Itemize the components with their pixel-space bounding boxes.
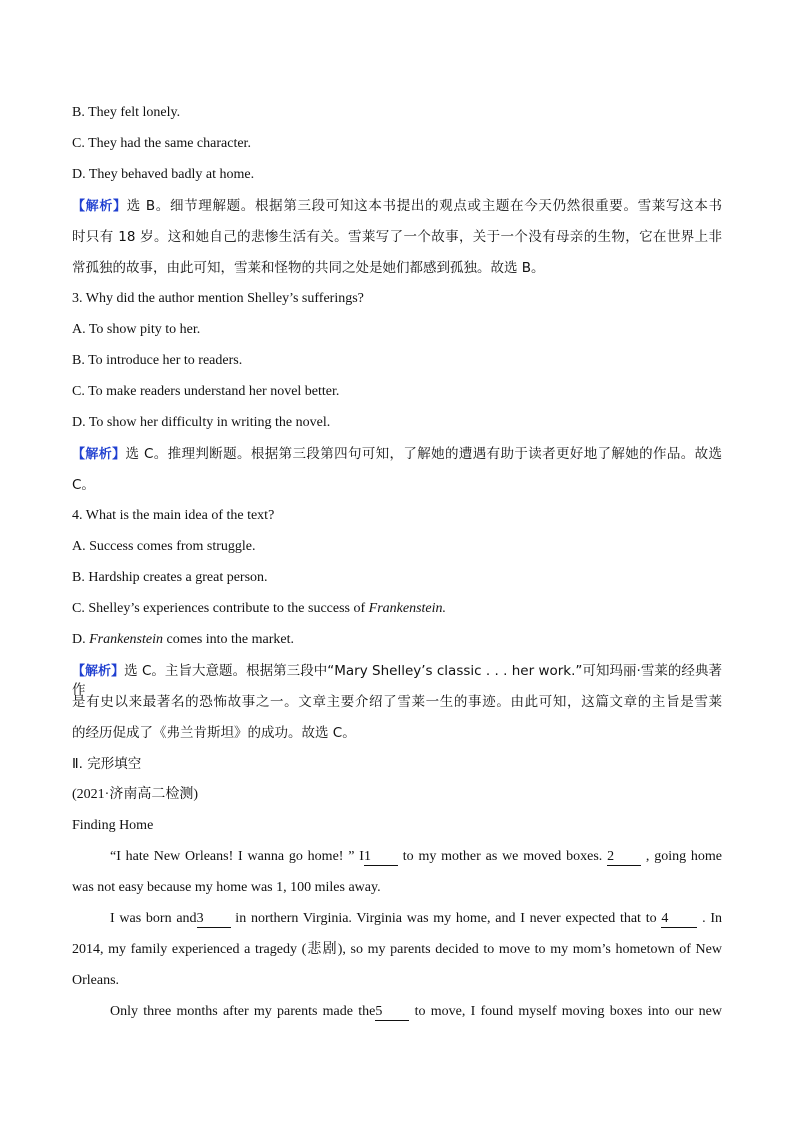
- question-4-stem: 4. What is the main idea of the text?: [72, 508, 275, 523]
- option-b: B. To introduce her to readers.: [72, 353, 243, 368]
- blank-2[interactable]: 2: [607, 849, 641, 866]
- blank-1[interactable]: 1: [364, 849, 398, 866]
- question-3-stem: 3. Why did the author mention Shelley’s sufferings?: [72, 291, 364, 306]
- option-b: B. They felt lonely.: [72, 105, 181, 120]
- option-d: D. Frankenstein comes into the market.: [72, 632, 295, 647]
- analysis-tag: 【解析】: [72, 664, 125, 679]
- source-note: (2021·济南高二检测): [72, 787, 198, 802]
- analysis-tag: 【解析】: [72, 199, 127, 214]
- analysis-4-line-3: 的经历促成了《弗兰肯斯坦》的成功。故选 C。: [72, 725, 356, 741]
- blank-5[interactable]: 5: [375, 1004, 409, 1021]
- analysis-2-line-1: 【解析】选 B。细节理解题。根据第三段可知这本书提出的观点或主题在今天仍然很重要。雪莱写这本书: [72, 198, 722, 214]
- analysis-tag: 【解析】: [72, 447, 126, 462]
- option-c: C. To make readers understand her novel better.: [72, 384, 340, 399]
- blank-4[interactable]: 4: [661, 911, 697, 928]
- option-a: A. To show pity to her.: [72, 322, 201, 337]
- analysis-2-line-2: 时只有 18 岁。这和她自己的悲惨生活有关。雪莱写了一个故事，关于一个没有母亲的生物，它在世界上非: [72, 229, 722, 245]
- analysis-4-line-2: 是有史以来最著名的恐怖故事之一。文章主要介绍了雪莱一生的事迹。由此可知，这篇文章的主旨是雪莱: [72, 694, 722, 710]
- analysis-2-line-3: 常孤独的故事，由此可知，雪莱和怪物的共同之处是她们都感到孤独。故选 B。: [72, 260, 545, 276]
- option-d: D. They behaved badly at home.: [72, 167, 255, 182]
- option-c: C. They had the same character.: [72, 136, 251, 151]
- blank-3[interactable]: 3: [197, 911, 231, 928]
- passage-p1-line-2: was not easy because my home was 1, 100 miles away.: [72, 880, 381, 895]
- option-b: B. Hardship creates a great person.: [72, 570, 268, 585]
- option-c: C. Shelley’s experiences contribute to the success of Frankenstein.: [72, 601, 447, 616]
- passage-p1-line-1: “I hate New Orleans! I wanna go home! ” I1 to my mother as we moved boxes. 2 , going home: [110, 849, 723, 864]
- section-heading: Ⅱ. 完形填空: [72, 756, 142, 772]
- passage-p2-line-3: Orleans.: [72, 973, 120, 988]
- passage-p2-line-1: I was born and3 in northern Virginia. Virginia was my home, and I never expected that to 4 . In: [110, 911, 723, 926]
- passage-title: Finding Home: [72, 818, 154, 833]
- option-a: A. Success comes from struggle.: [72, 539, 256, 554]
- passage-p3-line-1: Only three months after my parents made the5 to move, I found myself moving boxes into our new: [110, 1004, 722, 1019]
- analysis-3-line-1: 【解析】选 C。推理判断题。根据第三段第四句可知，了解她的遭遇有助于读者更好地了解她的作品。故选: [72, 446, 722, 462]
- analysis-3-line-2: C。: [72, 477, 95, 493]
- passage-p2-line-2: 2014, my family experienced a tragedy (悲剧), so my parents decided to move to my mom’s hometown of New: [72, 942, 722, 957]
- analysis-4-line-1: 【解析】选 C。主旨大意题。根据第三段中“Mary Shelley’s classic . . . her work.”可知玛丽·雪莱的经典著作: [72, 663, 722, 698]
- option-d: D. To show her difficulty in writing the novel.: [72, 415, 331, 430]
